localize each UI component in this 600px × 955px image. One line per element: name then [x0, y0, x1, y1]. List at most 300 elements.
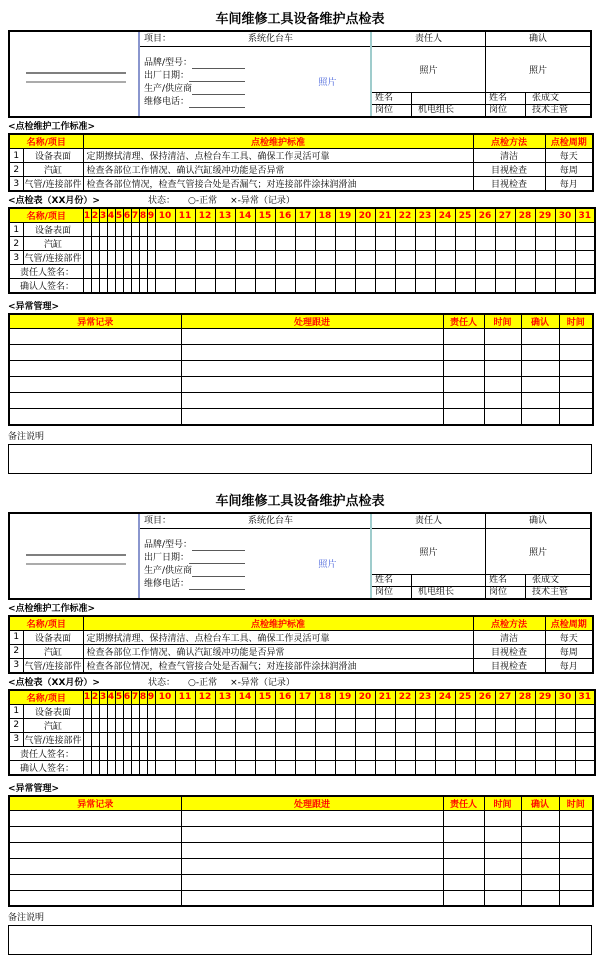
day-cell[interactable]	[415, 251, 435, 265]
abnormal-cell[interactable]	[9, 345, 181, 361]
signature-cell[interactable]	[295, 760, 315, 775]
signature-cell[interactable]	[455, 265, 475, 279]
day-cell[interactable]	[375, 732, 395, 746]
day-cell[interactable]	[455, 237, 475, 251]
field-input-line[interactable]	[189, 554, 245, 564]
abnormal-cell[interactable]	[521, 329, 559, 345]
signature-cell[interactable]	[315, 265, 335, 279]
day-cell[interactable]	[115, 718, 123, 732]
day-cell[interactable]	[375, 223, 395, 237]
signature-cell[interactable]	[99, 279, 107, 294]
signature-cell[interactable]	[555, 760, 575, 775]
signature-cell[interactable]	[83, 746, 91, 760]
day-cell[interactable]	[139, 718, 147, 732]
day-cell[interactable]	[107, 732, 115, 746]
day-cell[interactable]	[295, 704, 315, 718]
day-cell[interactable]	[315, 704, 335, 718]
signature-cell[interactable]	[99, 760, 107, 775]
signature-cell[interactable]	[495, 760, 515, 775]
day-cell[interactable]	[395, 223, 415, 237]
signature-cell[interactable]	[139, 265, 147, 279]
signature-cell[interactable]	[175, 265, 195, 279]
field-input-line[interactable]	[192, 567, 245, 577]
signature-cell[interactable]	[235, 760, 255, 775]
signature-cell[interactable]	[139, 279, 147, 294]
signature-cell[interactable]	[131, 265, 139, 279]
day-cell[interactable]	[115, 732, 123, 746]
signature-cell[interactable]	[155, 265, 175, 279]
abnormal-cell[interactable]	[559, 842, 593, 858]
abnormal-cell[interactable]	[9, 810, 181, 826]
signature-cell[interactable]	[375, 279, 395, 294]
day-cell[interactable]	[375, 704, 395, 718]
signature-cell[interactable]	[395, 265, 415, 279]
day-cell[interactable]	[99, 718, 107, 732]
day-cell[interactable]	[131, 251, 139, 265]
day-cell[interactable]	[139, 251, 147, 265]
day-cell[interactable]	[255, 718, 275, 732]
day-cell[interactable]	[355, 732, 375, 746]
day-cell[interactable]	[515, 718, 535, 732]
day-cell[interactable]	[155, 237, 175, 251]
day-cell[interactable]	[91, 704, 99, 718]
signature-cell[interactable]	[91, 746, 99, 760]
signature-cell[interactable]	[99, 746, 107, 760]
signature-cell[interactable]	[115, 265, 123, 279]
signature-cell[interactable]	[395, 279, 415, 294]
signature-cell[interactable]	[195, 746, 215, 760]
abnormal-cell[interactable]	[9, 393, 181, 409]
day-cell[interactable]	[575, 704, 595, 718]
signature-cell[interactable]	[215, 746, 235, 760]
signature-cell[interactable]	[275, 279, 295, 294]
abnormal-cell[interactable]	[443, 826, 484, 842]
signature-cell[interactable]	[83, 279, 91, 294]
signature-cell[interactable]	[335, 279, 355, 294]
day-cell[interactable]	[515, 237, 535, 251]
abnormal-cell[interactable]	[521, 810, 559, 826]
day-cell[interactable]	[155, 704, 175, 718]
day-cell[interactable]	[195, 237, 215, 251]
day-cell[interactable]	[335, 718, 355, 732]
day-cell[interactable]	[475, 223, 495, 237]
day-cell[interactable]	[215, 223, 235, 237]
signature-cell[interactable]	[235, 265, 255, 279]
day-cell[interactable]	[123, 704, 131, 718]
day-cell[interactable]	[315, 718, 335, 732]
abnormal-cell[interactable]	[559, 377, 593, 393]
signature-cell[interactable]	[91, 265, 99, 279]
field-input-line[interactable]	[189, 72, 245, 82]
day-cell[interactable]	[255, 251, 275, 265]
abnormal-cell[interactable]	[484, 393, 521, 409]
day-cell[interactable]	[275, 237, 295, 251]
day-cell[interactable]	[99, 223, 107, 237]
signature-cell[interactable]	[155, 746, 175, 760]
abnormal-cell[interactable]	[559, 345, 593, 361]
day-cell[interactable]	[535, 704, 555, 718]
abnormal-cell[interactable]	[484, 329, 521, 345]
day-cell[interactable]	[555, 704, 575, 718]
day-cell[interactable]	[131, 223, 139, 237]
signature-cell[interactable]	[115, 746, 123, 760]
signature-cell[interactable]	[555, 746, 575, 760]
day-cell[interactable]	[123, 237, 131, 251]
signature-cell[interactable]	[275, 760, 295, 775]
day-cell[interactable]	[255, 732, 275, 746]
day-cell[interactable]	[455, 732, 475, 746]
abnormal-cell[interactable]	[443, 409, 484, 425]
signature-cell[interactable]	[535, 746, 555, 760]
day-cell[interactable]	[155, 718, 175, 732]
day-cell[interactable]	[83, 251, 91, 265]
signature-cell[interactable]	[83, 265, 91, 279]
signature-cell[interactable]	[535, 760, 555, 775]
signature-cell[interactable]	[475, 760, 495, 775]
day-cell[interactable]	[83, 223, 91, 237]
signature-cell[interactable]	[295, 279, 315, 294]
signature-cell[interactable]	[435, 746, 455, 760]
day-cell[interactable]	[555, 237, 575, 251]
abnormal-cell[interactable]	[443, 874, 484, 890]
day-cell[interactable]	[335, 732, 355, 746]
abnormal-cell[interactable]	[484, 874, 521, 890]
day-cell[interactable]	[295, 732, 315, 746]
day-cell[interactable]	[115, 251, 123, 265]
signature-cell[interactable]	[123, 279, 131, 294]
day-cell[interactable]	[123, 251, 131, 265]
abnormal-cell[interactable]	[9, 842, 181, 858]
day-cell[interactable]	[415, 704, 435, 718]
signature-cell[interactable]	[295, 265, 315, 279]
abnormal-cell[interactable]	[9, 329, 181, 345]
day-cell[interactable]	[355, 251, 375, 265]
signature-cell[interactable]	[415, 760, 435, 775]
day-cell[interactable]	[147, 718, 155, 732]
day-cell[interactable]	[275, 718, 295, 732]
day-cell[interactable]	[215, 704, 235, 718]
abnormal-cell[interactable]	[559, 393, 593, 409]
day-cell[interactable]	[107, 704, 115, 718]
abnormal-cell[interactable]	[559, 409, 593, 425]
day-cell[interactable]	[315, 237, 335, 251]
day-cell[interactable]	[495, 237, 515, 251]
day-cell[interactable]	[535, 732, 555, 746]
abnormal-cell[interactable]	[443, 361, 484, 377]
signature-cell[interactable]	[155, 760, 175, 775]
signature-cell[interactable]	[107, 265, 115, 279]
signature-cell[interactable]	[107, 760, 115, 775]
day-cell[interactable]	[575, 237, 595, 251]
signature-cell[interactable]	[575, 760, 595, 775]
day-cell[interactable]	[91, 237, 99, 251]
day-cell[interactable]	[475, 704, 495, 718]
abnormal-cell[interactable]	[443, 377, 484, 393]
day-cell[interactable]	[235, 718, 255, 732]
day-cell[interactable]	[131, 237, 139, 251]
signature-cell[interactable]	[355, 279, 375, 294]
signature-cell[interactable]	[435, 760, 455, 775]
abnormal-cell[interactable]	[443, 345, 484, 361]
day-cell[interactable]	[215, 718, 235, 732]
day-cell[interactable]	[575, 223, 595, 237]
day-cell[interactable]	[175, 732, 195, 746]
abnormal-cell[interactable]	[559, 890, 593, 906]
day-cell[interactable]	[415, 732, 435, 746]
day-cell[interactable]	[139, 704, 147, 718]
day-cell[interactable]	[123, 223, 131, 237]
signature-cell[interactable]	[355, 265, 375, 279]
field-input-line[interactable]	[192, 541, 245, 551]
day-cell[interactable]	[575, 718, 595, 732]
abnormal-cell[interactable]	[443, 393, 484, 409]
signature-cell[interactable]	[107, 746, 115, 760]
day-cell[interactable]	[555, 732, 575, 746]
day-cell[interactable]	[495, 704, 515, 718]
signature-cell[interactable]	[91, 279, 99, 294]
day-cell[interactable]	[355, 237, 375, 251]
abnormal-cell[interactable]	[181, 858, 443, 874]
signature-cell[interactable]	[435, 265, 455, 279]
day-cell[interactable]	[107, 718, 115, 732]
day-cell[interactable]	[147, 732, 155, 746]
day-cell[interactable]	[195, 251, 215, 265]
abnormal-cell[interactable]	[521, 345, 559, 361]
day-cell[interactable]	[535, 223, 555, 237]
abnormal-cell[interactable]	[9, 890, 181, 906]
field-input-line[interactable]	[192, 85, 245, 95]
abnormal-cell[interactable]	[443, 890, 484, 906]
day-cell[interactable]	[355, 718, 375, 732]
day-cell[interactable]	[335, 223, 355, 237]
signature-cell[interactable]	[395, 760, 415, 775]
abnormal-cell[interactable]	[181, 842, 443, 858]
signature-cell[interactable]	[195, 265, 215, 279]
abnormal-cell[interactable]	[521, 393, 559, 409]
signature-cell[interactable]	[215, 265, 235, 279]
signature-cell[interactable]	[475, 279, 495, 294]
abnormal-cell[interactable]	[9, 858, 181, 874]
day-cell[interactable]	[475, 718, 495, 732]
abnormal-cell[interactable]	[484, 842, 521, 858]
signature-cell[interactable]	[495, 265, 515, 279]
abnormal-cell[interactable]	[181, 890, 443, 906]
signature-cell[interactable]	[515, 760, 535, 775]
abnormal-cell[interactable]	[9, 377, 181, 393]
day-cell[interactable]	[555, 223, 575, 237]
day-cell[interactable]	[355, 223, 375, 237]
abnormal-cell[interactable]	[484, 826, 521, 842]
abnormal-cell[interactable]	[521, 409, 559, 425]
day-cell[interactable]	[175, 237, 195, 251]
day-cell[interactable]	[235, 251, 255, 265]
signature-cell[interactable]	[175, 760, 195, 775]
signature-cell[interactable]	[575, 279, 595, 294]
abnormal-cell[interactable]	[559, 361, 593, 377]
day-cell[interactable]	[147, 704, 155, 718]
signature-cell[interactable]	[575, 746, 595, 760]
signature-cell[interactable]	[123, 760, 131, 775]
day-cell[interactable]	[215, 237, 235, 251]
day-cell[interactable]	[115, 704, 123, 718]
abnormal-cell[interactable]	[181, 377, 443, 393]
signature-cell[interactable]	[99, 265, 107, 279]
day-cell[interactable]	[107, 237, 115, 251]
signature-cell[interactable]	[515, 265, 535, 279]
day-cell[interactable]	[175, 251, 195, 265]
abnormal-cell[interactable]	[181, 874, 443, 890]
day-cell[interactable]	[435, 251, 455, 265]
abnormal-cell[interactable]	[484, 890, 521, 906]
abnormal-cell[interactable]	[484, 858, 521, 874]
day-cell[interactable]	[335, 237, 355, 251]
day-cell[interactable]	[155, 732, 175, 746]
day-cell[interactable]	[455, 718, 475, 732]
abnormal-cell[interactable]	[443, 858, 484, 874]
signature-cell[interactable]	[335, 265, 355, 279]
day-cell[interactable]	[91, 251, 99, 265]
day-cell[interactable]	[255, 223, 275, 237]
day-cell[interactable]	[147, 251, 155, 265]
day-cell[interactable]	[139, 732, 147, 746]
signature-cell[interactable]	[215, 760, 235, 775]
signature-cell[interactable]	[147, 279, 155, 294]
abnormal-cell[interactable]	[521, 826, 559, 842]
day-cell[interactable]	[315, 251, 335, 265]
day-cell[interactable]	[335, 251, 355, 265]
abnormal-cell[interactable]	[484, 361, 521, 377]
signature-cell[interactable]	[435, 279, 455, 294]
abnormal-cell[interactable]	[521, 890, 559, 906]
day-cell[interactable]	[575, 732, 595, 746]
signature-cell[interactable]	[335, 760, 355, 775]
signature-cell[interactable]	[355, 760, 375, 775]
signature-cell[interactable]	[575, 265, 595, 279]
abnormal-cell[interactable]	[559, 858, 593, 874]
day-cell[interactable]	[295, 223, 315, 237]
abnormal-cell[interactable]	[181, 810, 443, 826]
field-input-line[interactable]	[189, 580, 245, 590]
signature-cell[interactable]	[255, 746, 275, 760]
signature-cell[interactable]	[455, 760, 475, 775]
day-cell[interactable]	[295, 237, 315, 251]
signature-cell[interactable]	[255, 760, 275, 775]
day-cell[interactable]	[295, 251, 315, 265]
signature-cell[interactable]	[315, 746, 335, 760]
day-cell[interactable]	[395, 251, 415, 265]
signature-cell[interactable]	[255, 265, 275, 279]
signature-cell[interactable]	[535, 265, 555, 279]
remarks-box[interactable]	[8, 925, 592, 955]
day-cell[interactable]	[475, 237, 495, 251]
signature-cell[interactable]	[415, 746, 435, 760]
day-cell[interactable]	[147, 223, 155, 237]
signature-cell[interactable]	[123, 265, 131, 279]
day-cell[interactable]	[107, 223, 115, 237]
day-cell[interactable]	[175, 718, 195, 732]
day-cell[interactable]	[235, 237, 255, 251]
day-cell[interactable]	[515, 251, 535, 265]
signature-cell[interactable]	[475, 265, 495, 279]
signature-cell[interactable]	[475, 746, 495, 760]
abnormal-cell[interactable]	[484, 810, 521, 826]
day-cell[interactable]	[235, 732, 255, 746]
signature-cell[interactable]	[175, 746, 195, 760]
day-cell[interactable]	[175, 704, 195, 718]
day-cell[interactable]	[435, 237, 455, 251]
day-cell[interactable]	[235, 704, 255, 718]
day-cell[interactable]	[375, 237, 395, 251]
signature-cell[interactable]	[115, 279, 123, 294]
day-cell[interactable]	[83, 732, 91, 746]
day-cell[interactable]	[335, 704, 355, 718]
day-cell[interactable]	[515, 732, 535, 746]
signature-cell[interactable]	[295, 746, 315, 760]
day-cell[interactable]	[83, 237, 91, 251]
day-cell[interactable]	[139, 237, 147, 251]
signature-cell[interactable]	[175, 279, 195, 294]
signature-cell[interactable]	[147, 746, 155, 760]
day-cell[interactable]	[123, 718, 131, 732]
abnormal-cell[interactable]	[559, 329, 593, 345]
day-cell[interactable]	[175, 223, 195, 237]
signature-cell[interactable]	[275, 746, 295, 760]
abnormal-cell[interactable]	[521, 858, 559, 874]
day-cell[interactable]	[515, 223, 535, 237]
day-cell[interactable]	[295, 718, 315, 732]
day-cell[interactable]	[115, 237, 123, 251]
abnormal-cell[interactable]	[181, 409, 443, 425]
signature-cell[interactable]	[91, 760, 99, 775]
abnormal-cell[interactable]	[9, 361, 181, 377]
day-cell[interactable]	[91, 732, 99, 746]
signature-cell[interactable]	[375, 265, 395, 279]
signature-cell[interactable]	[315, 279, 335, 294]
day-cell[interactable]	[495, 251, 515, 265]
signature-cell[interactable]	[515, 746, 535, 760]
day-cell[interactable]	[475, 251, 495, 265]
abnormal-cell[interactable]	[521, 377, 559, 393]
field-input-line[interactable]	[192, 59, 245, 69]
abnormal-cell[interactable]	[181, 345, 443, 361]
day-cell[interactable]	[215, 732, 235, 746]
day-cell[interactable]	[215, 251, 235, 265]
abnormal-cell[interactable]	[559, 810, 593, 826]
abnormal-cell[interactable]	[181, 329, 443, 345]
signature-cell[interactable]	[235, 746, 255, 760]
day-cell[interactable]	[315, 223, 335, 237]
day-cell[interactable]	[139, 223, 147, 237]
day-cell[interactable]	[115, 223, 123, 237]
day-cell[interactable]	[131, 718, 139, 732]
abnormal-cell[interactable]	[443, 329, 484, 345]
day-cell[interactable]	[255, 237, 275, 251]
day-cell[interactable]	[455, 251, 475, 265]
signature-cell[interactable]	[555, 279, 575, 294]
day-cell[interactable]	[495, 732, 515, 746]
day-cell[interactable]	[495, 718, 515, 732]
day-cell[interactable]	[435, 704, 455, 718]
day-cell[interactable]	[535, 237, 555, 251]
day-cell[interactable]	[355, 704, 375, 718]
day-cell[interactable]	[535, 251, 555, 265]
day-cell[interactable]	[83, 704, 91, 718]
day-cell[interactable]	[575, 251, 595, 265]
abnormal-cell[interactable]	[9, 874, 181, 890]
signature-cell[interactable]	[375, 746, 395, 760]
name-value[interactable]	[412, 93, 485, 104]
signature-cell[interactable]	[455, 746, 475, 760]
